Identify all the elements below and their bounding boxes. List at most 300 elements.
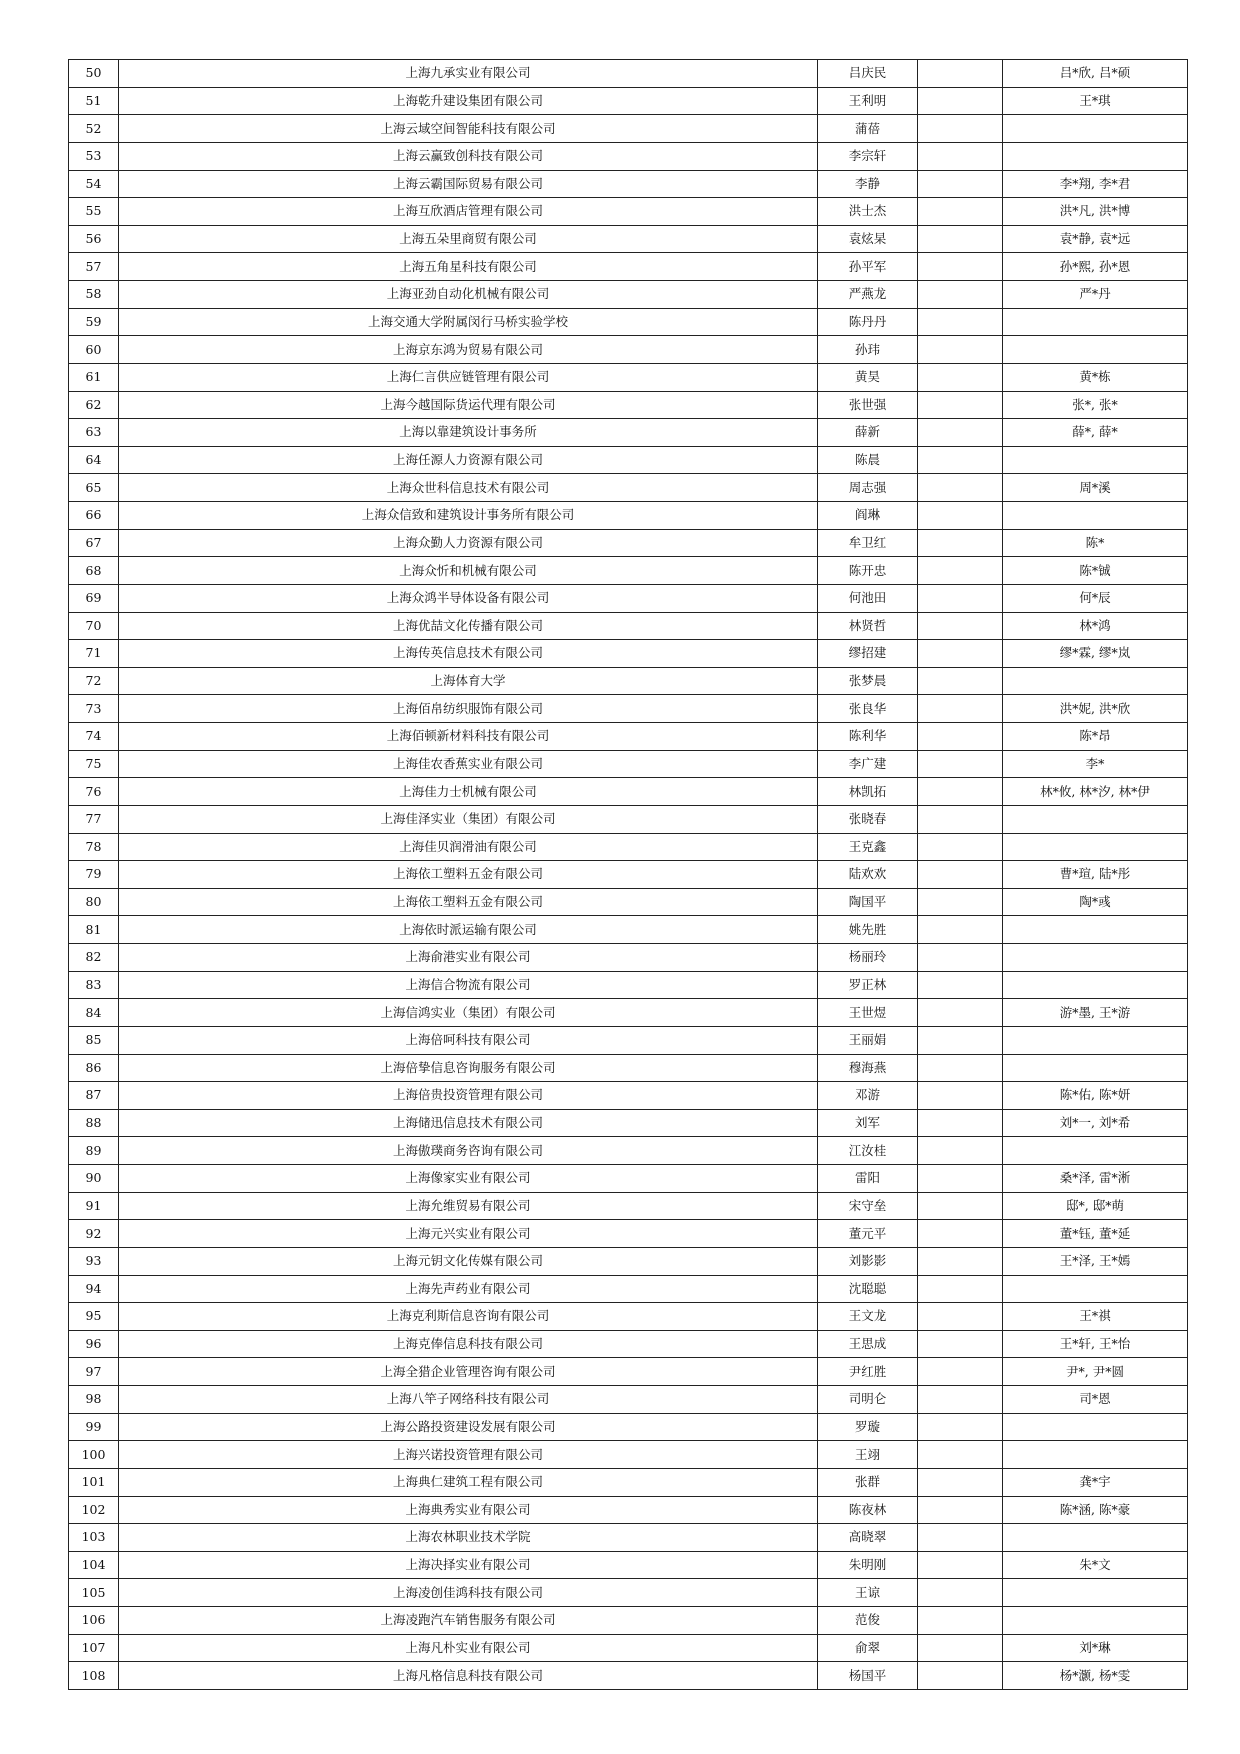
children-names-cell: 王*琪 [1003, 87, 1188, 115]
empty-cell [918, 1358, 1003, 1386]
children-names-cell: 严*丹 [1003, 281, 1188, 309]
company-name-cell: 上海信鸿实业（集团）有限公司 [119, 999, 818, 1027]
children-names-cell: 龚*宇 [1003, 1468, 1188, 1496]
children-names-cell: 洪*凡, 洪*博 [1003, 198, 1188, 226]
representative-name-cell: 王克鑫 [818, 833, 918, 861]
company-name-cell: 上海依时派运输有限公司 [119, 916, 818, 944]
children-names-cell: 游*墨, 王*游 [1003, 999, 1188, 1027]
empty-cell [918, 1662, 1003, 1690]
row-number-cell: 85 [69, 1026, 119, 1054]
representative-name-cell: 陈利华 [818, 723, 918, 751]
children-names-cell: 李* [1003, 750, 1188, 778]
row-number-cell: 87 [69, 1082, 119, 1110]
empty-cell [918, 1165, 1003, 1193]
empty-cell [918, 1192, 1003, 1220]
row-number-cell: 77 [69, 805, 119, 833]
empty-cell [918, 1496, 1003, 1524]
children-names-cell: 杨*灏, 杨*雯 [1003, 1662, 1188, 1690]
table-row [69, 1496, 1188, 1524]
table-row [69, 723, 1188, 751]
row-number-cell: 67 [69, 529, 119, 557]
table-row [69, 750, 1188, 778]
table-row [69, 1220, 1188, 1248]
company-name-cell: 上海九承实业有限公司 [119, 60, 818, 88]
empty-cell [918, 1137, 1003, 1165]
empty-cell [918, 1109, 1003, 1137]
row-number-cell: 58 [69, 281, 119, 309]
empty-cell [918, 60, 1003, 88]
representative-name-cell: 王思成 [818, 1330, 918, 1358]
company-name-cell: 上海众信致和建筑设计事务所有限公司 [119, 502, 818, 530]
children-names-cell: 桑*泽, 雷*淅 [1003, 1165, 1188, 1193]
children-names-cell: 陈*佑, 陈*妍 [1003, 1082, 1188, 1110]
children-names-cell [1003, 833, 1188, 861]
children-names-cell [1003, 446, 1188, 474]
company-name-cell: 上海元兴实业有限公司 [119, 1220, 818, 1248]
company-name-cell: 上海先声药业有限公司 [119, 1275, 818, 1303]
children-names-cell: 缪*霖, 缪*岚 [1003, 640, 1188, 668]
company-name-cell: 上海兴诺投资管理有限公司 [119, 1441, 818, 1469]
table-row [69, 1303, 1188, 1331]
table-row [69, 1579, 1188, 1607]
row-number-cell: 62 [69, 391, 119, 419]
empty-cell [918, 1330, 1003, 1358]
representative-name-cell: 朱明刚 [818, 1551, 918, 1579]
representative-name-cell: 阎琳 [818, 502, 918, 530]
row-number-cell: 55 [69, 198, 119, 226]
table-row [69, 778, 1188, 806]
company-name-cell: 上海优喆文化传播有限公司 [119, 612, 818, 640]
children-names-cell: 王*轩, 王*怡 [1003, 1330, 1188, 1358]
representative-name-cell: 严燕龙 [818, 281, 918, 309]
table-row [69, 1358, 1188, 1386]
company-name-cell: 上海像家实业有限公司 [119, 1165, 818, 1193]
children-names-cell [1003, 142, 1188, 170]
company-name-cell: 上海克俸信息科技有限公司 [119, 1330, 818, 1358]
children-names-cell [1003, 115, 1188, 143]
representative-name-cell: 孙平军 [818, 253, 918, 281]
empty-cell [918, 391, 1003, 419]
company-name-cell: 上海八竿子网络科技有限公司 [119, 1386, 818, 1414]
company-name-cell: 上海公路投资建设发展有限公司 [119, 1413, 818, 1441]
table-row [69, 1468, 1188, 1496]
empty-cell [918, 750, 1003, 778]
empty-cell [918, 944, 1003, 972]
company-name-cell: 上海倍呵科技有限公司 [119, 1026, 818, 1054]
representative-name-cell: 孙玮 [818, 336, 918, 364]
children-names-cell: 袁*静, 袁*远 [1003, 225, 1188, 253]
table-row [69, 87, 1188, 115]
empty-cell [918, 419, 1003, 447]
empty-cell [918, 1579, 1003, 1607]
empty-cell [918, 833, 1003, 861]
table-row [69, 612, 1188, 640]
row-number-cell: 83 [69, 971, 119, 999]
row-number-cell: 60 [69, 336, 119, 364]
representative-name-cell: 陈晨 [818, 446, 918, 474]
children-names-cell: 刘*一, 刘*希 [1003, 1109, 1188, 1137]
children-names-cell [1003, 308, 1188, 336]
children-names-cell [1003, 1026, 1188, 1054]
children-names-cell: 陈*涵, 陈*豪 [1003, 1496, 1188, 1524]
company-name-cell: 上海任源人力资源有限公司 [119, 446, 818, 474]
row-number-cell: 79 [69, 861, 119, 889]
table-row [69, 944, 1188, 972]
table-row [69, 529, 1188, 557]
table-row [69, 1165, 1188, 1193]
representative-name-cell: 尹红胜 [818, 1358, 918, 1386]
table-row [69, 1524, 1188, 1552]
company-name-cell: 上海凌跑汽车销售服务有限公司 [119, 1607, 818, 1635]
table-row [69, 861, 1188, 889]
representative-name-cell: 陆欢欢 [818, 861, 918, 889]
row-number-cell: 102 [69, 1496, 119, 1524]
table-row [69, 557, 1188, 585]
company-name-cell: 上海典秀实业有限公司 [119, 1496, 818, 1524]
row-number-cell: 88 [69, 1109, 119, 1137]
empty-cell [918, 308, 1003, 336]
company-name-cell: 上海京东鸿为贸易有限公司 [119, 336, 818, 364]
company-name-cell: 上海互欣酒店管理有限公司 [119, 198, 818, 226]
representative-name-cell: 陈丹丹 [818, 308, 918, 336]
row-number-cell: 76 [69, 778, 119, 806]
children-names-cell [1003, 1579, 1188, 1607]
children-names-cell: 洪*妮, 洪*欣 [1003, 695, 1188, 723]
children-names-cell: 周*溪 [1003, 474, 1188, 502]
empty-cell [918, 529, 1003, 557]
company-name-cell: 上海凡格信息科技有限公司 [119, 1662, 818, 1690]
empty-cell [918, 999, 1003, 1027]
empty-cell [918, 225, 1003, 253]
table-row [69, 667, 1188, 695]
table-row [69, 695, 1188, 723]
empty-cell [918, 170, 1003, 198]
table-row [69, 60, 1188, 88]
children-names-cell [1003, 336, 1188, 364]
empty-cell [918, 1441, 1003, 1469]
empty-cell [918, 1247, 1003, 1275]
representative-name-cell: 范俊 [818, 1607, 918, 1635]
children-names-cell: 林*攸, 林*汐, 林*伊 [1003, 778, 1188, 806]
row-number-cell: 96 [69, 1330, 119, 1358]
representative-name-cell: 司明仑 [818, 1386, 918, 1414]
empty-cell [918, 723, 1003, 751]
row-number-cell: 54 [69, 170, 119, 198]
representative-name-cell: 罗璇 [818, 1413, 918, 1441]
table-row [69, 1441, 1188, 1469]
empty-cell [918, 557, 1003, 585]
empty-cell [918, 142, 1003, 170]
table-row [69, 1082, 1188, 1110]
empty-cell [918, 1551, 1003, 1579]
empty-cell [918, 778, 1003, 806]
empty-cell [918, 1026, 1003, 1054]
row-number-cell: 98 [69, 1386, 119, 1414]
children-names-cell: 曹*瑄, 陆*彤 [1003, 861, 1188, 889]
empty-cell [918, 115, 1003, 143]
table-row [69, 336, 1188, 364]
row-number-cell: 106 [69, 1607, 119, 1635]
row-number-cell: 81 [69, 916, 119, 944]
representative-name-cell: 李静 [818, 170, 918, 198]
empty-cell [918, 87, 1003, 115]
company-name-cell: 上海佳农香蕉实业有限公司 [119, 750, 818, 778]
table-row [69, 502, 1188, 530]
empty-cell [918, 640, 1003, 668]
children-names-cell [1003, 916, 1188, 944]
empty-cell [918, 474, 1003, 502]
empty-cell [918, 971, 1003, 999]
table-row [69, 888, 1188, 916]
children-names-cell: 陈*铖 [1003, 557, 1188, 585]
row-number-cell: 68 [69, 557, 119, 585]
children-names-cell: 陈* [1003, 529, 1188, 557]
table-row [69, 1054, 1188, 1082]
children-names-cell [1003, 1524, 1188, 1552]
company-name-cell: 上海乾升建设集团有限公司 [119, 87, 818, 115]
company-name-cell: 上海云霸国际贸易有限公司 [119, 170, 818, 198]
row-number-cell: 107 [69, 1634, 119, 1662]
table-row [69, 1275, 1188, 1303]
children-names-cell [1003, 1607, 1188, 1635]
table-row [69, 142, 1188, 170]
row-number-cell: 104 [69, 1551, 119, 1579]
row-number-cell: 99 [69, 1413, 119, 1441]
roster-table-body [69, 60, 1188, 1690]
empty-cell [918, 888, 1003, 916]
empty-cell [918, 281, 1003, 309]
row-number-cell: 52 [69, 115, 119, 143]
company-name-cell: 上海允维贸易有限公司 [119, 1192, 818, 1220]
representative-name-cell: 俞翠 [818, 1634, 918, 1662]
children-names-cell: 何*辰 [1003, 584, 1188, 612]
company-name-cell: 上海仁言供应链管理有限公司 [119, 363, 818, 391]
representative-name-cell: 陶国平 [818, 888, 918, 916]
empty-cell [918, 1634, 1003, 1662]
company-name-cell: 上海佳泽实业（集团）有限公司 [119, 805, 818, 833]
children-names-cell [1003, 1275, 1188, 1303]
table-row [69, 1634, 1188, 1662]
company-name-cell: 上海五角星科技有限公司 [119, 253, 818, 281]
company-name-cell: 上海信合物流有限公司 [119, 971, 818, 999]
children-names-cell: 王*泽, 王*嫣 [1003, 1247, 1188, 1275]
company-name-cell: 上海储迅信息技术有限公司 [119, 1109, 818, 1137]
representative-name-cell: 张晓春 [818, 805, 918, 833]
company-name-cell: 上海云域空间智能科技有限公司 [119, 115, 818, 143]
children-names-cell: 黄*栋 [1003, 363, 1188, 391]
row-number-cell: 64 [69, 446, 119, 474]
children-names-cell: 陶*彧 [1003, 888, 1188, 916]
representative-name-cell: 王丽娟 [818, 1026, 918, 1054]
empty-cell [918, 612, 1003, 640]
company-name-cell: 上海众鸿半导体设备有限公司 [119, 584, 818, 612]
table-row [69, 805, 1188, 833]
representative-name-cell: 王翊 [818, 1441, 918, 1469]
children-names-cell: 尹*, 尹*圆 [1003, 1358, 1188, 1386]
representative-name-cell: 林凯拓 [818, 778, 918, 806]
representative-name-cell: 陈夜林 [818, 1496, 918, 1524]
representative-name-cell: 王谅 [818, 1579, 918, 1607]
empty-cell [918, 1386, 1003, 1414]
table-row [69, 225, 1188, 253]
empty-cell [918, 805, 1003, 833]
representative-name-cell: 刘军 [818, 1109, 918, 1137]
empty-cell [918, 1303, 1003, 1331]
company-name-cell: 上海传英信息技术有限公司 [119, 640, 818, 668]
table-row [69, 584, 1188, 612]
company-name-cell: 上海傲璞商务咨询有限公司 [119, 1137, 818, 1165]
children-names-cell: 邸*, 邸*萌 [1003, 1192, 1188, 1220]
company-name-cell: 上海倍挚信息咨询服务有限公司 [119, 1054, 818, 1082]
representative-name-cell: 陈开忠 [818, 557, 918, 585]
company-name-cell: 上海体育大学 [119, 667, 818, 695]
row-number-cell: 80 [69, 888, 119, 916]
representative-name-cell: 袁炫杲 [818, 225, 918, 253]
empty-cell [918, 502, 1003, 530]
row-number-cell: 69 [69, 584, 119, 612]
row-number-cell: 61 [69, 363, 119, 391]
table-row [69, 308, 1188, 336]
row-number-cell: 73 [69, 695, 119, 723]
representative-name-cell: 何池田 [818, 584, 918, 612]
company-name-cell: 上海依工塑料五金有限公司 [119, 861, 818, 889]
row-number-cell: 78 [69, 833, 119, 861]
representative-name-cell: 洪士杰 [818, 198, 918, 226]
table-row [69, 419, 1188, 447]
row-number-cell: 91 [69, 1192, 119, 1220]
company-name-cell: 上海倍贵投资管理有限公司 [119, 1082, 818, 1110]
children-names-cell: 吕*欣, 吕*硕 [1003, 60, 1188, 88]
empty-cell [918, 916, 1003, 944]
table-row [69, 640, 1188, 668]
company-name-cell: 上海五朵里商贸有限公司 [119, 225, 818, 253]
representative-name-cell: 宋守垒 [818, 1192, 918, 1220]
empty-cell [918, 446, 1003, 474]
row-number-cell: 105 [69, 1579, 119, 1607]
representative-name-cell: 缪招建 [818, 640, 918, 668]
empty-cell [918, 1524, 1003, 1552]
children-names-cell [1003, 971, 1188, 999]
representative-name-cell: 张世强 [818, 391, 918, 419]
row-number-cell: 100 [69, 1441, 119, 1469]
empty-cell [918, 253, 1003, 281]
company-name-cell: 上海众世科信息技术有限公司 [119, 474, 818, 502]
company-name-cell: 上海佰顿新材料科技有限公司 [119, 723, 818, 751]
row-number-cell: 51 [69, 87, 119, 115]
empty-cell [918, 1468, 1003, 1496]
row-number-cell: 92 [69, 1220, 119, 1248]
row-number-cell: 66 [69, 502, 119, 530]
representative-name-cell: 高晓翠 [818, 1524, 918, 1552]
row-number-cell: 82 [69, 944, 119, 972]
table-row [69, 253, 1188, 281]
company-name-cell: 上海以靠建筑设计事务所 [119, 419, 818, 447]
empty-cell [918, 1082, 1003, 1110]
row-number-cell: 57 [69, 253, 119, 281]
company-name-cell: 上海佳力士机械有限公司 [119, 778, 818, 806]
company-name-cell: 上海云赢致创科技有限公司 [119, 142, 818, 170]
children-names-cell: 陈*昂 [1003, 723, 1188, 751]
children-names-cell [1003, 1137, 1188, 1165]
table-row [69, 1551, 1188, 1579]
row-number-cell: 93 [69, 1247, 119, 1275]
representative-name-cell: 杨国平 [818, 1662, 918, 1690]
company-name-cell: 上海今越国际货运代理有限公司 [119, 391, 818, 419]
company-name-cell: 上海依工塑料五金有限公司 [119, 888, 818, 916]
representative-name-cell: 李宗轩 [818, 142, 918, 170]
row-number-cell: 90 [69, 1165, 119, 1193]
table-row [69, 1247, 1188, 1275]
row-number-cell: 103 [69, 1524, 119, 1552]
representative-name-cell: 江汝桂 [818, 1137, 918, 1165]
empty-cell [918, 363, 1003, 391]
row-number-cell: 75 [69, 750, 119, 778]
representative-name-cell: 王世煜 [818, 999, 918, 1027]
table-row [69, 1137, 1188, 1165]
table-row [69, 1607, 1188, 1635]
representative-name-cell: 蒲蓓 [818, 115, 918, 143]
table-row [69, 971, 1188, 999]
company-name-cell: 上海众勤人力资源有限公司 [119, 529, 818, 557]
children-names-cell: 董*钰, 董*延 [1003, 1220, 1188, 1248]
children-names-cell: 司*恩 [1003, 1386, 1188, 1414]
representative-name-cell: 黄昊 [818, 363, 918, 391]
company-name-cell: 上海佳贝润滑油有限公司 [119, 833, 818, 861]
children-names-cell [1003, 1054, 1188, 1082]
representative-name-cell: 姚先胜 [818, 916, 918, 944]
table-row [69, 115, 1188, 143]
representative-name-cell: 罗正林 [818, 971, 918, 999]
children-names-cell [1003, 805, 1188, 833]
company-name-cell: 上海凡朴实业有限公司 [119, 1634, 818, 1662]
empty-cell [918, 861, 1003, 889]
row-number-cell: 101 [69, 1468, 119, 1496]
company-name-cell: 上海典仁建筑工程有限公司 [119, 1468, 818, 1496]
children-names-cell: 林*鸿 [1003, 612, 1188, 640]
children-names-cell [1003, 944, 1188, 972]
company-name-cell: 上海元钥文化传媒有限公司 [119, 1247, 818, 1275]
row-number-cell: 89 [69, 1137, 119, 1165]
row-number-cell: 108 [69, 1662, 119, 1690]
row-number-cell: 94 [69, 1275, 119, 1303]
table-row [69, 833, 1188, 861]
empty-cell [918, 1054, 1003, 1082]
table-row [69, 999, 1188, 1027]
row-number-cell: 53 [69, 142, 119, 170]
children-names-cell: 刘*琳 [1003, 1634, 1188, 1662]
company-name-cell: 上海克利斯信息咨询有限公司 [119, 1303, 818, 1331]
representative-name-cell: 王文龙 [818, 1303, 918, 1331]
company-name-cell: 上海俞港实业有限公司 [119, 944, 818, 972]
company-name-cell: 上海亚劲自动化机械有限公司 [119, 281, 818, 309]
children-names-cell: 李*翔, 李*君 [1003, 170, 1188, 198]
children-names-cell: 朱*文 [1003, 1551, 1188, 1579]
representative-name-cell: 周志强 [818, 474, 918, 502]
children-names-cell [1003, 1441, 1188, 1469]
children-names-cell: 薛*, 薛* [1003, 419, 1188, 447]
row-number-cell: 72 [69, 667, 119, 695]
children-names-cell: 王*祺 [1003, 1303, 1188, 1331]
company-name-cell: 上海佰帛纺织服饰有限公司 [119, 695, 818, 723]
representative-name-cell: 王利明 [818, 87, 918, 115]
row-number-cell: 56 [69, 225, 119, 253]
empty-cell [918, 667, 1003, 695]
empty-cell [918, 336, 1003, 364]
table-row [69, 1662, 1188, 1690]
row-number-cell: 97 [69, 1358, 119, 1386]
row-number-cell: 71 [69, 640, 119, 668]
company-name-cell: 上海全猎企业管理咨询有限公司 [119, 1358, 818, 1386]
